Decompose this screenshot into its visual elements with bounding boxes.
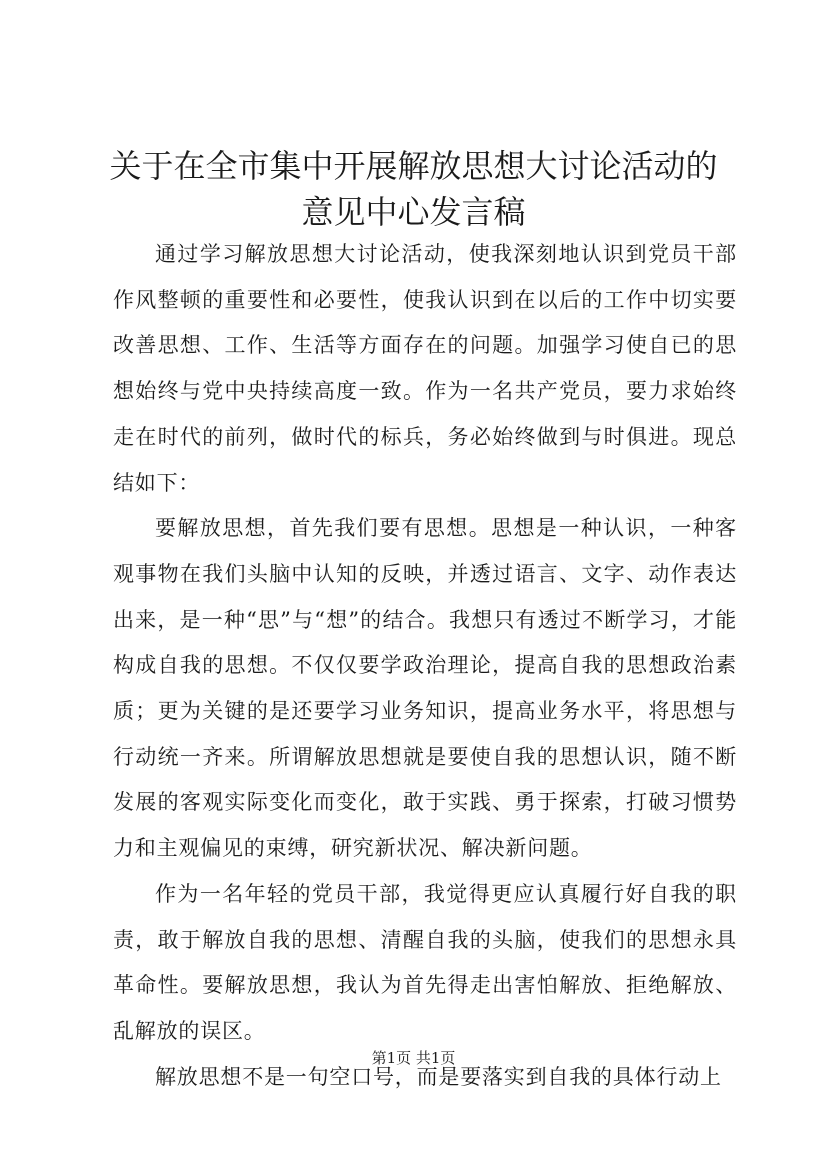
paragraph-1: 通过学习解放思想大讨论活动，使我深刻地认识到党员干部作风整顿的重要性和必要性，使我认识到在以后的工作中切实要改善思想、工作、生活等方面存在的问题。加强学习使自已的思想始终与党中央持续高度一致。作为一名共产党员，要力求始终走在时代的前列，做时代的标兵，务必始终做到与时俱进。现总结如下： [113,242,737,495]
paragraph-3: 作为一名年轻的党员干部，我觉得更应认真履行好自我的职责，敢于解放自我的思想、清醒自我的头脑，使我们的思想永具革命性。要解放思想，我认为首先得走出害怕解放、拒绝解放、乱解放的误区。 [113,881,737,1043]
document-title: 关于在全市集中开展解放思想大讨论活动的意见中心发言稿 [109,147,718,231]
document-body [113,232,737,1100]
paragraph-2: 要解放思想，首先我们要有思想。思想是一种认识，一种客观事物在我们头脑中认知的反映，并透过语言、文字、动作表达出来，是一种“思”与“想”的结合。我想只有透过不断学习，才能构成自我的思想。不仅仅要学政治理论，提高自我的思想政治素质；更为关键的是还要学习业务知识，提高业务水平，将思想与行动统一齐来。所谓解放思想就是要使自我的思想认识，随不断发展的客观实际变化而变化，敢于实践、勇于探索，打破习惯势力和主观偏见的束缚，研究新状况、解决新问题。 [113,516,737,861]
page-number-footer: 第1页 共1页 [371,1049,456,1067]
paragraph-4: 解放思想不是一句空口号，而是要落实到自我的具体行动上 [155,1064,722,1089]
